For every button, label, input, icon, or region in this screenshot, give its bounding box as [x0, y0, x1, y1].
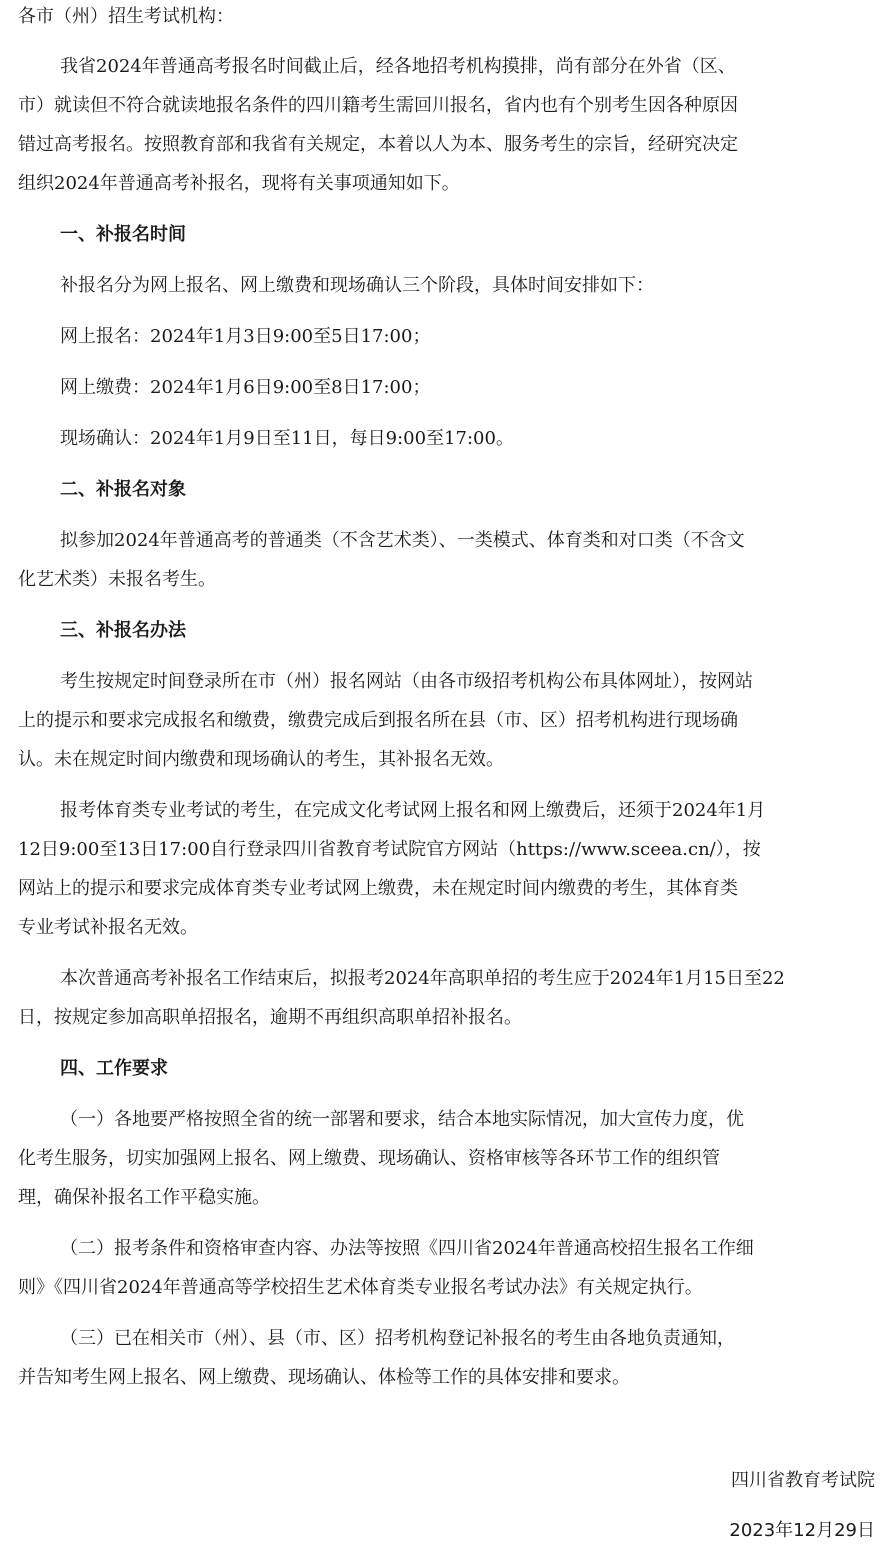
section3-p2-line: 专业考试补报名无效。 — [18, 917, 198, 938]
section-heading-1: 一、补报名时间 — [60, 224, 186, 245]
section3-p2-line: 报考体育类专业考试的考生，在完成文化考试网上报名和网上缴费后，还须于2024年1月 — [60, 800, 766, 821]
section4-p1-line: （一）各地要严格按照全省的统一部署和要求，结合本地实际情况，加大宣传力度，优 — [60, 1109, 744, 1130]
section4-p3-line: 并告知考生网上报名、网上缴费、现场确认、体检等工作的具体安排和要求。 — [18, 1367, 630, 1388]
section1-lead: 补报名分为网上报名、网上缴费和现场确认三个阶段，具体时间安排如下： — [60, 275, 654, 296]
schedule-item: 网上报名：2024年1月3日9:00至5日17:00； — [60, 326, 431, 347]
intro-line: 错过高考报名。按照教育部和我省有关规定，本着以人为本、服务考生的宗旨，经研究决定 — [18, 134, 738, 155]
signature-date: 2023年12月29日 — [729, 1520, 875, 1541]
section4-p2-line: 则》《四川省2024年普通高等学校招生艺术体育类专业报名考试办法》有关规定执行。 — [18, 1277, 703, 1298]
section4-p1-line: 化考生服务，切实加强网上报名、网上缴费、现场确认、资格审核等各环节工作的组织管 — [18, 1148, 720, 1169]
section2-line: 化艺术类）未报名考生。 — [18, 569, 216, 590]
section-heading-2: 二、补报名对象 — [60, 479, 186, 500]
section-heading-3: 三、补报名办法 — [60, 620, 186, 641]
section3-p3-line: 本次普通高考补报名工作结束后，拟报考2024年高职单招的考生应于2024年1月15日至22 — [60, 968, 785, 989]
section3-p1-line: 上的提示和要求完成报名和缴费，缴费完成后到报名所在县（市、区）招考机构进行现场确 — [18, 710, 738, 731]
intro-line: 组织2024年普通高考补报名，现将有关事项通知如下。 — [18, 173, 460, 194]
signature-org: 四川省教育考试院 — [731, 1470, 875, 1491]
intro-line: 我省2024年普通高考报名时间截止后，经各地招考机构摸排，尚有部分在外省（区、 — [60, 56, 736, 77]
section4-p2-line: （二）报考条件和资格审查内容、办法等按照《四川省2024年普通高校招生报名工作细 — [60, 1238, 754, 1259]
schedule-item: 现场确认：2024年1月9日至11日，每日9:00至17:00。 — [60, 428, 514, 449]
schedule-item: 网上缴费：2024年1月6日9:00至8日17:00； — [60, 377, 431, 398]
section3-p3-line: 日，按规定参加高职单招报名，逾期不再组织高职单招补报名。 — [18, 1007, 522, 1028]
section3-p2-line: 12日9:00至13日17:00自行登录四川省教育考试院官方网站（https://www.sceea.cn/），按 — [18, 839, 761, 860]
section3-p1-line: 考生按规定时间登录所在市（州）报名网站（由各市级招考机构公布具体网址），按网站 — [60, 671, 753, 692]
intro-line: 市）就读但不符合就读地报名条件的四川籍考生需回川报名，省内也有个别考生因各种原因 — [18, 95, 738, 116]
salutation: 各市（州）招生考试机构： — [18, 6, 234, 27]
section2-line: 拟参加2024年普通高考的普通类（不含艺术类）、一类模式、体育类和对口类（不含文 — [60, 530, 745, 551]
section-heading-4: 四、工作要求 — [60, 1058, 168, 1079]
section4-p3-line: （三）已在相关市（州）、县（市、区）招考机构登记补报名的考生由各地负责通知， — [60, 1328, 735, 1349]
section3-p2-line: 网站上的提示和要求完成体育类专业考试网上缴费，未在规定时间内缴费的考生，其体育类 — [18, 878, 738, 899]
section3-p1-line: 认。未在规定时间内缴费和现场确认的考生，其补报名无效。 — [18, 749, 504, 770]
section4-p1-line: 理，确保补报名工作平稳实施。 — [18, 1187, 270, 1208]
